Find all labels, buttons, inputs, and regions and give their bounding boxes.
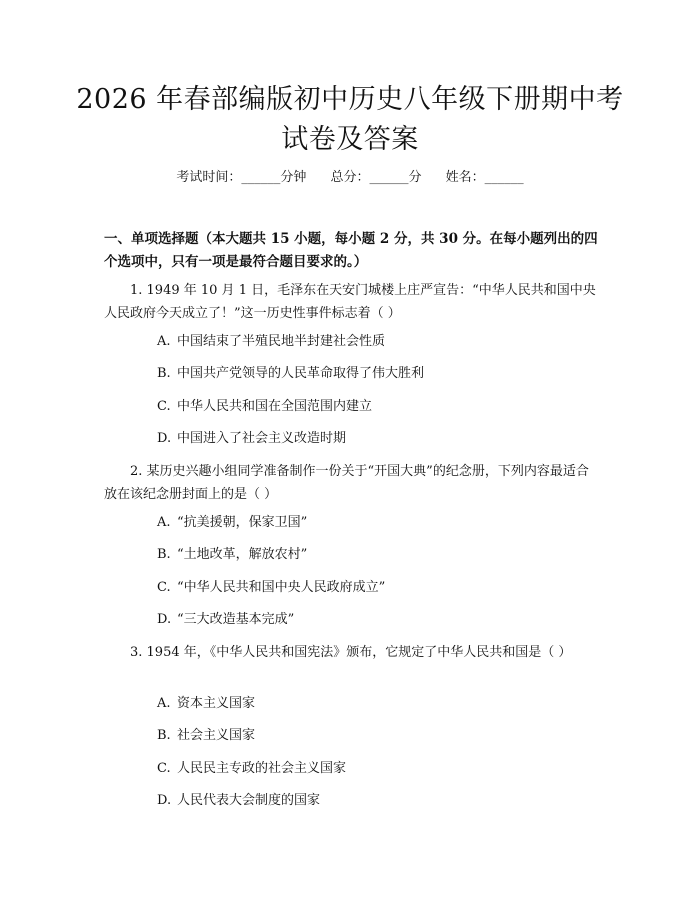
student-name: 姓名：______ xyxy=(445,170,524,185)
document-title xyxy=(60,80,640,160)
option-text: 社会主义国家 xyxy=(177,728,256,743)
option-text: 中国共产党领导的人民革命取得了伟大胜利 xyxy=(177,366,425,381)
option-text: “土地改革，解放农村” xyxy=(177,547,308,562)
question-1-stem: 1. 1949 年 10 月 1 日，毛泽东在天安门城楼上庄严宣告：“中华人民共和国中央人民政府今天成立了！”这一历史性事件标志着（ ） xyxy=(104,283,596,321)
question-2-option-d xyxy=(157,610,294,630)
option-text: 中国进入了社会主义改造时期 xyxy=(177,431,347,446)
option-letter: B. xyxy=(157,366,171,381)
question-2-option-c xyxy=(157,578,385,598)
option-letter: C. xyxy=(157,399,171,414)
option-letter: A. xyxy=(157,334,171,349)
question-1-option-d xyxy=(157,429,346,449)
question-3-option-d xyxy=(157,791,320,811)
exam-score: 总分：______分 xyxy=(330,170,422,185)
option-letter: D. xyxy=(157,612,172,627)
option-letter: D. xyxy=(157,431,172,446)
option-text: “中华人民共和国中央人民政府成立” xyxy=(177,580,386,595)
option-text: 人民代表大会制度的国家 xyxy=(177,793,321,808)
option-text: 中华人民共和国在全国范围内建立 xyxy=(177,399,373,414)
option-letter: C. xyxy=(157,761,171,776)
title-line-1: 2026 年春部编版初中历史八年级下册期中考 xyxy=(76,84,624,115)
option-text: 中国结束了半殖民地半封建社会性质 xyxy=(177,334,386,349)
option-text: “三大改造基本完成” xyxy=(177,612,295,627)
option-text: “抗美援朝，保家卫国” xyxy=(177,515,308,530)
option-letter: C. xyxy=(157,580,171,595)
question-2-option-b xyxy=(157,545,307,565)
option-letter: B. xyxy=(157,728,171,743)
question-2-option-a xyxy=(157,513,307,533)
exam-time: 考试时间：______分钟 xyxy=(176,170,307,185)
option-letter: A. xyxy=(157,696,171,711)
exam-info xyxy=(0,168,700,188)
option-text: 资本主义国家 xyxy=(177,696,256,711)
section-title: 一、单项选择题（本大题共 15 小题，每小题 2 分，共 30 分。在每小题列出的四个选项中，只有一项是最符合题目要求的。） xyxy=(104,231,598,270)
question-3-option-a xyxy=(157,694,255,714)
question-2-stem: 2. 某历史兴趣小组同学准备制作一份关于“开国大典”的纪念册，下列内容最适合放在该纪念册封面上的是（ ） xyxy=(104,464,589,502)
title-line-2: 试卷及答案 xyxy=(281,124,419,155)
question-1-option-a xyxy=(157,332,385,352)
option-text: 人民民主专政的社会主义国家 xyxy=(177,761,347,776)
question-1-option-c xyxy=(157,397,372,417)
option-letter: A. xyxy=(157,515,171,530)
question-3-option-b xyxy=(157,726,255,746)
question-3-stem: 3. 1954 年，《中华人民共和国宪法》颁布，它规定了中华人民共和国是（ ） xyxy=(130,645,572,660)
option-letter: B. xyxy=(157,547,171,562)
question-3-option-c xyxy=(157,759,346,779)
option-letter: D. xyxy=(157,793,172,808)
question-1-option-b xyxy=(157,364,424,384)
